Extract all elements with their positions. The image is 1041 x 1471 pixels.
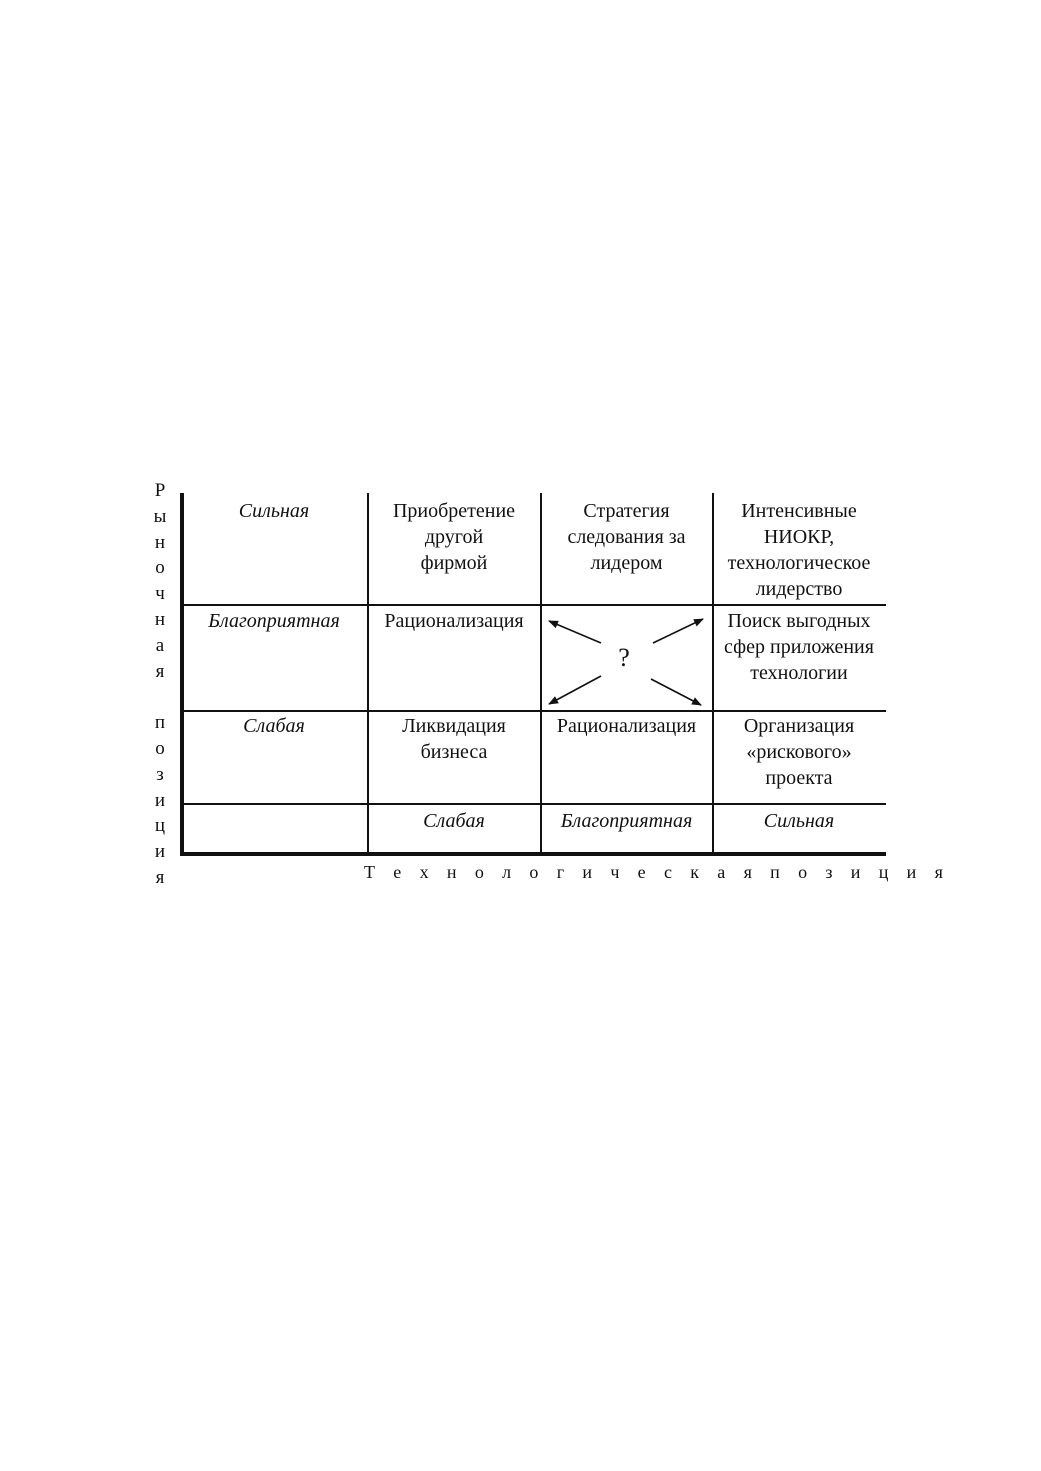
y-axis-title	[148, 478, 172, 891]
y-axis-letter: и	[154, 841, 166, 863]
y-axis-letter: ц	[154, 815, 166, 837]
cell-liquidation: Ликвидация бизнеса	[402, 715, 506, 763]
y-axis-letter: н	[154, 608, 166, 630]
cell-rationalization: Рационализация	[384, 610, 524, 632]
y-axis-letter: я	[155, 660, 165, 682]
grid-line-horizontal	[180, 710, 886, 712]
row-label-favorable: Благоприятная	[208, 610, 340, 632]
y-axis-letter: ч	[155, 583, 165, 605]
y-axis-letter: а	[155, 634, 165, 656]
cell-venture-project: Организация «рискового» проекта	[743, 715, 855, 789]
y-axis-letter: о	[155, 557, 165, 579]
x-axis-line	[180, 852, 886, 856]
y-axis-letter: ы	[153, 505, 167, 527]
y-axis-letter: н	[154, 531, 166, 553]
diagonal-arrows-icon	[541, 606, 713, 711]
cell-acquisition: Приобретение другой фирмой	[392, 500, 516, 574]
question-mark: ?	[618, 643, 630, 672]
x-axis-title: Т е х н о л о г и ч е с к а я п о з и ц и я	[364, 862, 950, 882]
y-axis-line	[180, 493, 184, 855]
col-label-weak: Слабая	[423, 810, 485, 832]
y-axis-letter	[148, 684, 172, 710]
row-label-strong: Сильная	[238, 500, 310, 522]
y-axis-letter: п	[154, 712, 166, 734]
col-label-strong: Сильная	[763, 810, 835, 832]
grid-line-horizontal	[180, 803, 886, 805]
y-axis-letter: и	[154, 789, 166, 811]
cell-search-applications: Поиск выгодных сфер приложения технологии	[724, 610, 874, 684]
grid-line-vertical	[367, 493, 369, 855]
y-axis-letter: з	[156, 763, 164, 785]
col-label-favorable: Благоприятная	[560, 810, 693, 832]
grid-line-horizontal	[180, 604, 886, 606]
y-axis-letter: я	[155, 866, 165, 888]
cell-follow-leader: Стратегия следования за лидером	[567, 500, 686, 574]
row-label-weak: Слабая	[243, 715, 305, 737]
cell-intensive-rnd: Интенсивные НИОКР, технологическое лидерство	[727, 500, 871, 600]
y-axis-letter: Р	[154, 480, 166, 501]
y-axis-letter: о	[155, 737, 165, 759]
cell-rationalization-2: Рационализация	[556, 715, 697, 737]
